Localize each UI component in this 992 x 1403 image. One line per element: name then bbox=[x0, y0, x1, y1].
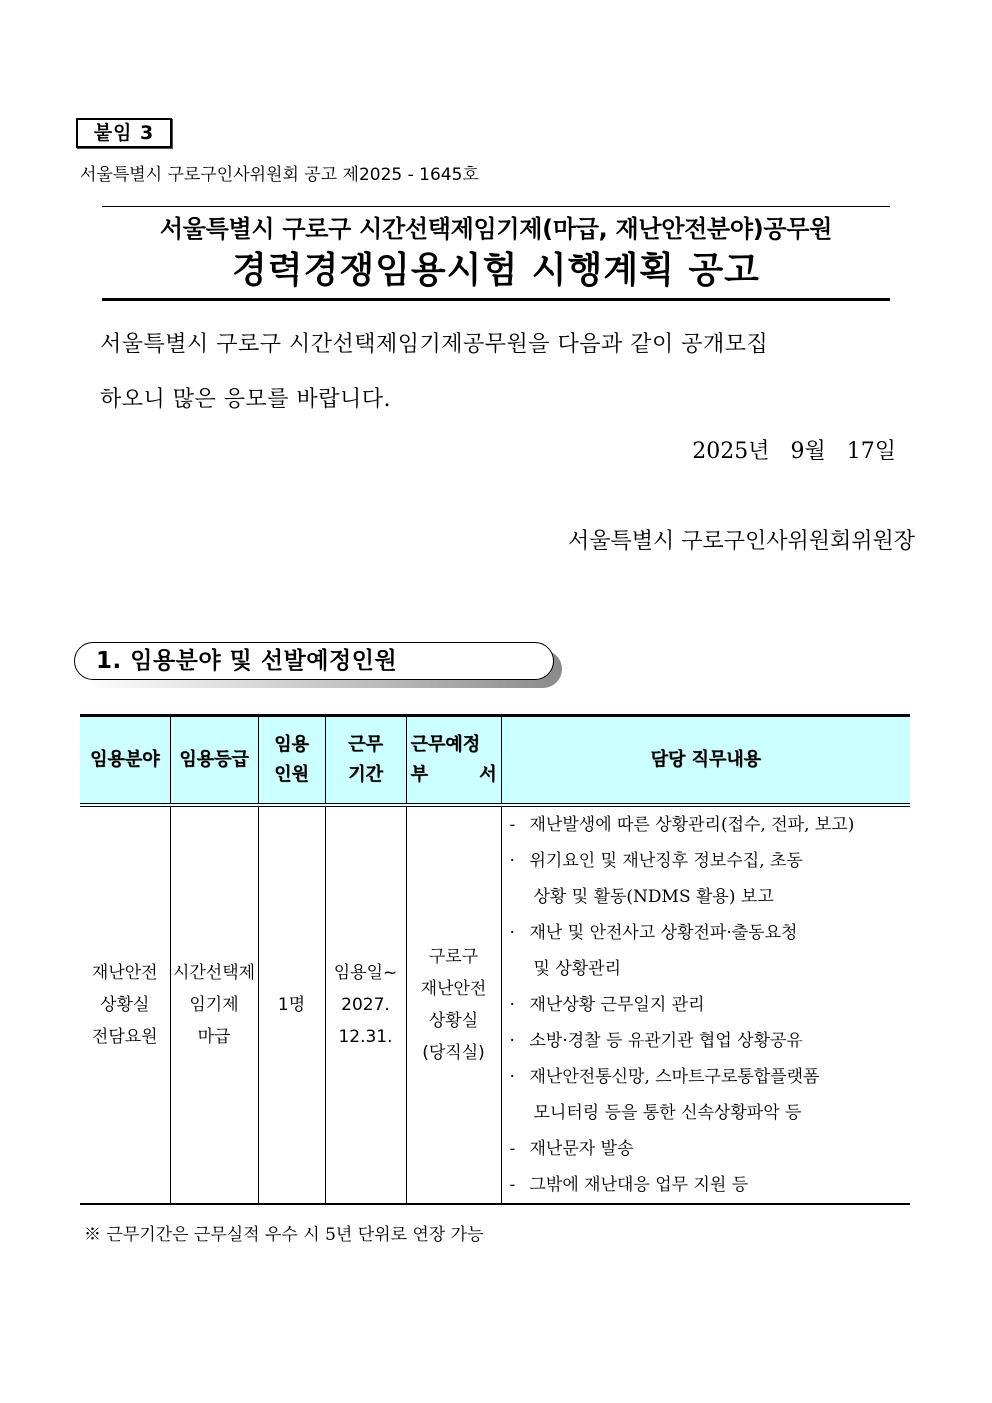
duty-text: 재난상황 근무일지 관리 bbox=[529, 995, 705, 1015]
cell-dept-line: 상황실 bbox=[428, 1011, 479, 1031]
cell-period-line: 2027. bbox=[341, 995, 390, 1015]
cell-grade-line: 마급 bbox=[197, 1027, 231, 1047]
duty-text: 재난안전통신망, 스마트구로통합플랫폼 bbox=[529, 1067, 820, 1087]
duty-text: 모니터링 등을 통한 신속상황파악 등 bbox=[533, 1103, 802, 1123]
title-bottom-rule bbox=[102, 298, 890, 301]
duty-text: 그밖에 재난대응 업무 지원 등 bbox=[529, 1175, 749, 1195]
cell-grade-line: 시간선택제 bbox=[172, 963, 256, 983]
cell-period-line: 임용일~ bbox=[333, 963, 398, 983]
duty-marker: - bbox=[509, 1175, 516, 1195]
header-dept bbox=[406, 716, 501, 806]
header-duties-label: 담당 직무내용 bbox=[650, 749, 762, 770]
cell-period-line: 12.31. bbox=[338, 1027, 393, 1047]
cell-dept-line: 재난안전 bbox=[420, 979, 487, 999]
header-period bbox=[325, 716, 406, 806]
notice-number: 서울특별시 구로구인사위원회 공고 제2025 - 1645호 bbox=[80, 165, 479, 185]
duty-item bbox=[510, 1059, 911, 1095]
header-period-line2: 기간 bbox=[348, 764, 383, 785]
duty-text: 소방·경찰 등 유관기관 협업 상황공유 bbox=[529, 1031, 803, 1051]
cell-dept-line: (당직실) bbox=[422, 1043, 485, 1063]
duty-marker: - bbox=[509, 815, 516, 835]
duty-marker: - bbox=[509, 1139, 516, 1159]
duty-text: 및 상황관리 bbox=[533, 959, 622, 979]
title-line-2: 경력경쟁임용시험 시행계획 공고 bbox=[232, 250, 760, 291]
table-row bbox=[80, 805, 910, 1204]
header-field-label: 임용분야 bbox=[89, 749, 160, 770]
intro-line-2: 하오니 많은 응모를 바랍니다. bbox=[100, 387, 391, 412]
cell-field-line: 상황실 bbox=[100, 995, 150, 1015]
header-dept-line2a: 부 bbox=[410, 764, 428, 785]
header-grade bbox=[170, 716, 258, 806]
duty-item bbox=[510, 807, 911, 843]
duty-item bbox=[510, 1095, 911, 1131]
announcement-date: 2025년 9월 17일 bbox=[692, 439, 896, 464]
intro-line-1: 서울특별시 구로구 시간선택제임기제공무원을 다음과 같이 공개모집 bbox=[100, 332, 769, 357]
recruitment-table bbox=[80, 714, 910, 1205]
header-period-line1: 근무 bbox=[348, 734, 383, 755]
footnote: ※ 근무기간은 근무실적 우수 시 5년 단위로 연장 가능 bbox=[84, 1225, 484, 1245]
header-dept-line2b: 서 bbox=[479, 764, 497, 785]
cell-grade-line: 임기제 bbox=[189, 995, 239, 1015]
duty-item bbox=[510, 915, 911, 951]
duty-text: 재난 및 안전사고 상황전파·출동요청 bbox=[529, 923, 798, 943]
cell-headcount: 1명 bbox=[258, 805, 325, 1204]
attachment-label: 붙임 3 bbox=[76, 118, 172, 148]
duty-text: 상황 및 활동(NDMS 활용) 보고 bbox=[533, 887, 774, 907]
cell-period bbox=[325, 805, 406, 1204]
title-top-rule bbox=[102, 206, 890, 207]
header-headcount bbox=[258, 716, 325, 806]
header-headcount-line1: 임용 bbox=[274, 734, 309, 755]
duty-item bbox=[510, 951, 911, 987]
duty-item bbox=[510, 987, 911, 1023]
duty-text: 재난문자 발송 bbox=[529, 1139, 634, 1159]
duty-marker: · bbox=[509, 995, 515, 1015]
duty-marker: · bbox=[509, 1067, 515, 1087]
cell-field-line: 재난안전 bbox=[91, 963, 158, 983]
signer: 서울특별시 구로구인사위원회위원장 bbox=[567, 529, 915, 554]
duty-text: 재난발생에 따른 상황관리(접수, 전파, 보고) bbox=[529, 815, 855, 835]
duty-text: 위기요인 및 재난징후 정보수집, 초동 bbox=[529, 851, 803, 871]
cell-field-line: 전담요원 bbox=[91, 1027, 158, 1047]
cell-field bbox=[80, 805, 170, 1204]
header-field bbox=[80, 716, 170, 806]
section-heading: 1. 임용분야 및 선발예정인원 bbox=[96, 648, 398, 674]
duty-item bbox=[510, 1131, 911, 1167]
table-header-row bbox=[80, 716, 910, 806]
header-dept-line2 bbox=[411, 760, 497, 790]
duty-item bbox=[510, 879, 911, 915]
header-grade-label: 임용등급 bbox=[179, 749, 249, 770]
cell-dept-line: 구로구 bbox=[428, 947, 479, 967]
header-dept-line1: 근무예정 bbox=[410, 734, 481, 755]
header-dept-block bbox=[411, 730, 497, 790]
cell-duties bbox=[501, 805, 910, 1204]
cell-grade bbox=[170, 805, 258, 1204]
duty-item bbox=[510, 1167, 911, 1203]
header-duties bbox=[501, 716, 910, 806]
duty-marker: · bbox=[509, 923, 515, 943]
header-headcount-line2: 인원 bbox=[274, 764, 309, 785]
cell-dept bbox=[406, 805, 501, 1204]
duty-item bbox=[510, 843, 911, 879]
duty-marker: · bbox=[509, 1031, 515, 1051]
duty-item bbox=[510, 1023, 911, 1059]
title-line-1: 서울특별시 구로구 시간선택제임기제(마급, 재난안전분야)공무원 bbox=[159, 215, 833, 243]
duty-marker: · bbox=[509, 851, 515, 871]
